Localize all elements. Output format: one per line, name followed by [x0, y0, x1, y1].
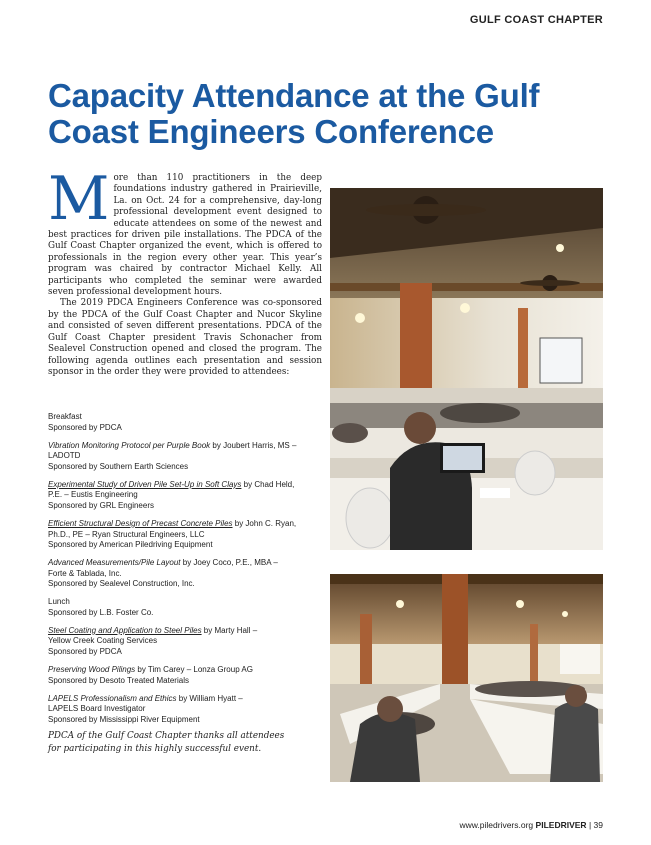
agenda-item-heading [48, 441, 322, 452]
intro-text: ore than 110 practitioners in the deep foundations industry gathered in Prairieville, La. on Oct. 24 for a comprehensive, day-long professional development event designed to educate attendees on some of the newest and best practices for driven pile installations. The PDCA of the Gulf Coast Chapter organized the event, which is offered to professionals in the region every other year. This year’s program was chaired by contractor Michael Kelly. All participants who completed the seminar were awarded seven professional development hours. [48, 173, 322, 298]
presenter: by John C. Ryan, [232, 518, 297, 528]
agenda-item [48, 626, 322, 658]
agenda-item-line: Sponsored by PDCA [48, 647, 122, 657]
agenda-item-heading [48, 480, 322, 491]
session-title: Lunch [48, 597, 70, 607]
agenda-item [48, 558, 322, 590]
agenda-item [48, 665, 322, 686]
attendees-photo-image [330, 574, 603, 782]
agenda-item-line: Sponsored by Southern Earth Sciences [48, 461, 189, 471]
article-title: Capacity Attendance at the Gulf Coast Engineers Conference [48, 77, 540, 150]
presenter: by William Hyatt – [176, 693, 243, 703]
agenda-item [48, 597, 322, 618]
sponsor-paragraph: The 2019 PDCA Engineers Conference was co-sponsored by the PDCA of the Gulf Coast Chapter and Nucor Skyline and consisted of seven different presentations. PDCA of the Gulf Coast Chapter president Travis Schonacher from Sealevel Construction opened and closed the program. The following agenda outlines each presentation and session sponsor in the order they were provided to attendees: [48, 298, 322, 377]
presentation-title: Advanced Measurements/Pile Layout [48, 558, 181, 568]
conference-room-photo-image [330, 188, 603, 550]
intro-paragraph [48, 164, 322, 298]
agenda-item-line: P.E. – Eustis Engineering [48, 490, 138, 500]
page-number: 39 [593, 820, 603, 830]
presentation-title: LAPELS Professionalism and Ethics [48, 693, 177, 703]
closing-line-2: for participating in this highly successful event. [48, 743, 262, 754]
presentation-title: Vibration Monitoring Protocol per Purple Book [48, 440, 211, 450]
presenter: by Joey Coco, P.E., MBA – [180, 558, 278, 568]
agenda-list [48, 412, 322, 733]
agenda-item-line: Sponsored by L.B. Foster Co. [48, 607, 154, 617]
agenda-item-line: Sponsored by PDCA [48, 422, 122, 432]
agenda-item-line: Sponsored by GRL Engineers [48, 500, 154, 510]
presentation-title: Experimental Study of Driven Pile Set-Up in Soft Clays [48, 479, 242, 489]
drop-cap: M [48, 164, 110, 234]
agenda-item-heading [48, 694, 322, 705]
agenda-item [48, 480, 322, 512]
presenter: by Tim Carey – Lonza Group AG [135, 665, 253, 675]
presenter: by Chad Held, [241, 479, 295, 489]
agenda-item-line: LADOTD [48, 451, 81, 461]
agenda-item-line: Sponsored by Desoto Treated Materials [48, 675, 189, 685]
agenda-item-line: Yellow Creek Coating Services [48, 636, 158, 646]
agenda-item-heading [48, 597, 322, 608]
agenda-item [48, 694, 322, 726]
agenda-item-heading [48, 626, 322, 637]
closing-note [48, 730, 322, 755]
agenda-item-line: Ph.D., PE – Ryan Structural Engineers, LLC [48, 529, 205, 539]
agenda-item-line: Sponsored by Sealevel Construction, Inc. [48, 579, 195, 589]
footer-separator: | [588, 820, 592, 830]
session-title: Breakfast [48, 412, 82, 421]
agenda-item-heading [48, 665, 322, 676]
presenter: by Marty Hall – [201, 625, 258, 635]
agenda-item-line: LAPELS Board Investigator [48, 704, 146, 714]
presentation-title: Efficient Structural Design of Precast Concrete Piles [48, 518, 233, 528]
closing-line-1: PDCA of the Gulf Coast Chapter thanks all attendees [48, 731, 285, 741]
presentation-title: Steel Coating and Application to Steel Piles [48, 625, 202, 635]
agenda-item [48, 441, 322, 473]
conference-photo-1 [330, 188, 603, 550]
presenter: by Joubert Harris, MS – [210, 440, 297, 450]
agenda-item [48, 519, 322, 551]
agenda-item-heading [48, 412, 322, 423]
conference-photo-2 [330, 574, 603, 782]
agenda-item [48, 412, 322, 433]
section-label: GULF COAST CHAPTER [469, 14, 603, 26]
footer-url: www.piledrivers.org [459, 820, 534, 830]
agenda-item-heading [48, 558, 322, 569]
agenda-item-heading [48, 519, 322, 530]
agenda-item-line: Forte & Tablada, Inc. [48, 568, 122, 578]
article-body [48, 164, 322, 378]
agenda-item-line: Sponsored by American Piledriving Equipment [48, 540, 213, 550]
agenda-item-line: Sponsored by Mississippi River Equipment [48, 714, 200, 724]
page-footer [459, 820, 603, 830]
presentation-title: Preserving Wood Pilings [48, 665, 136, 675]
footer-brand: PILEDRIVER [535, 820, 587, 830]
